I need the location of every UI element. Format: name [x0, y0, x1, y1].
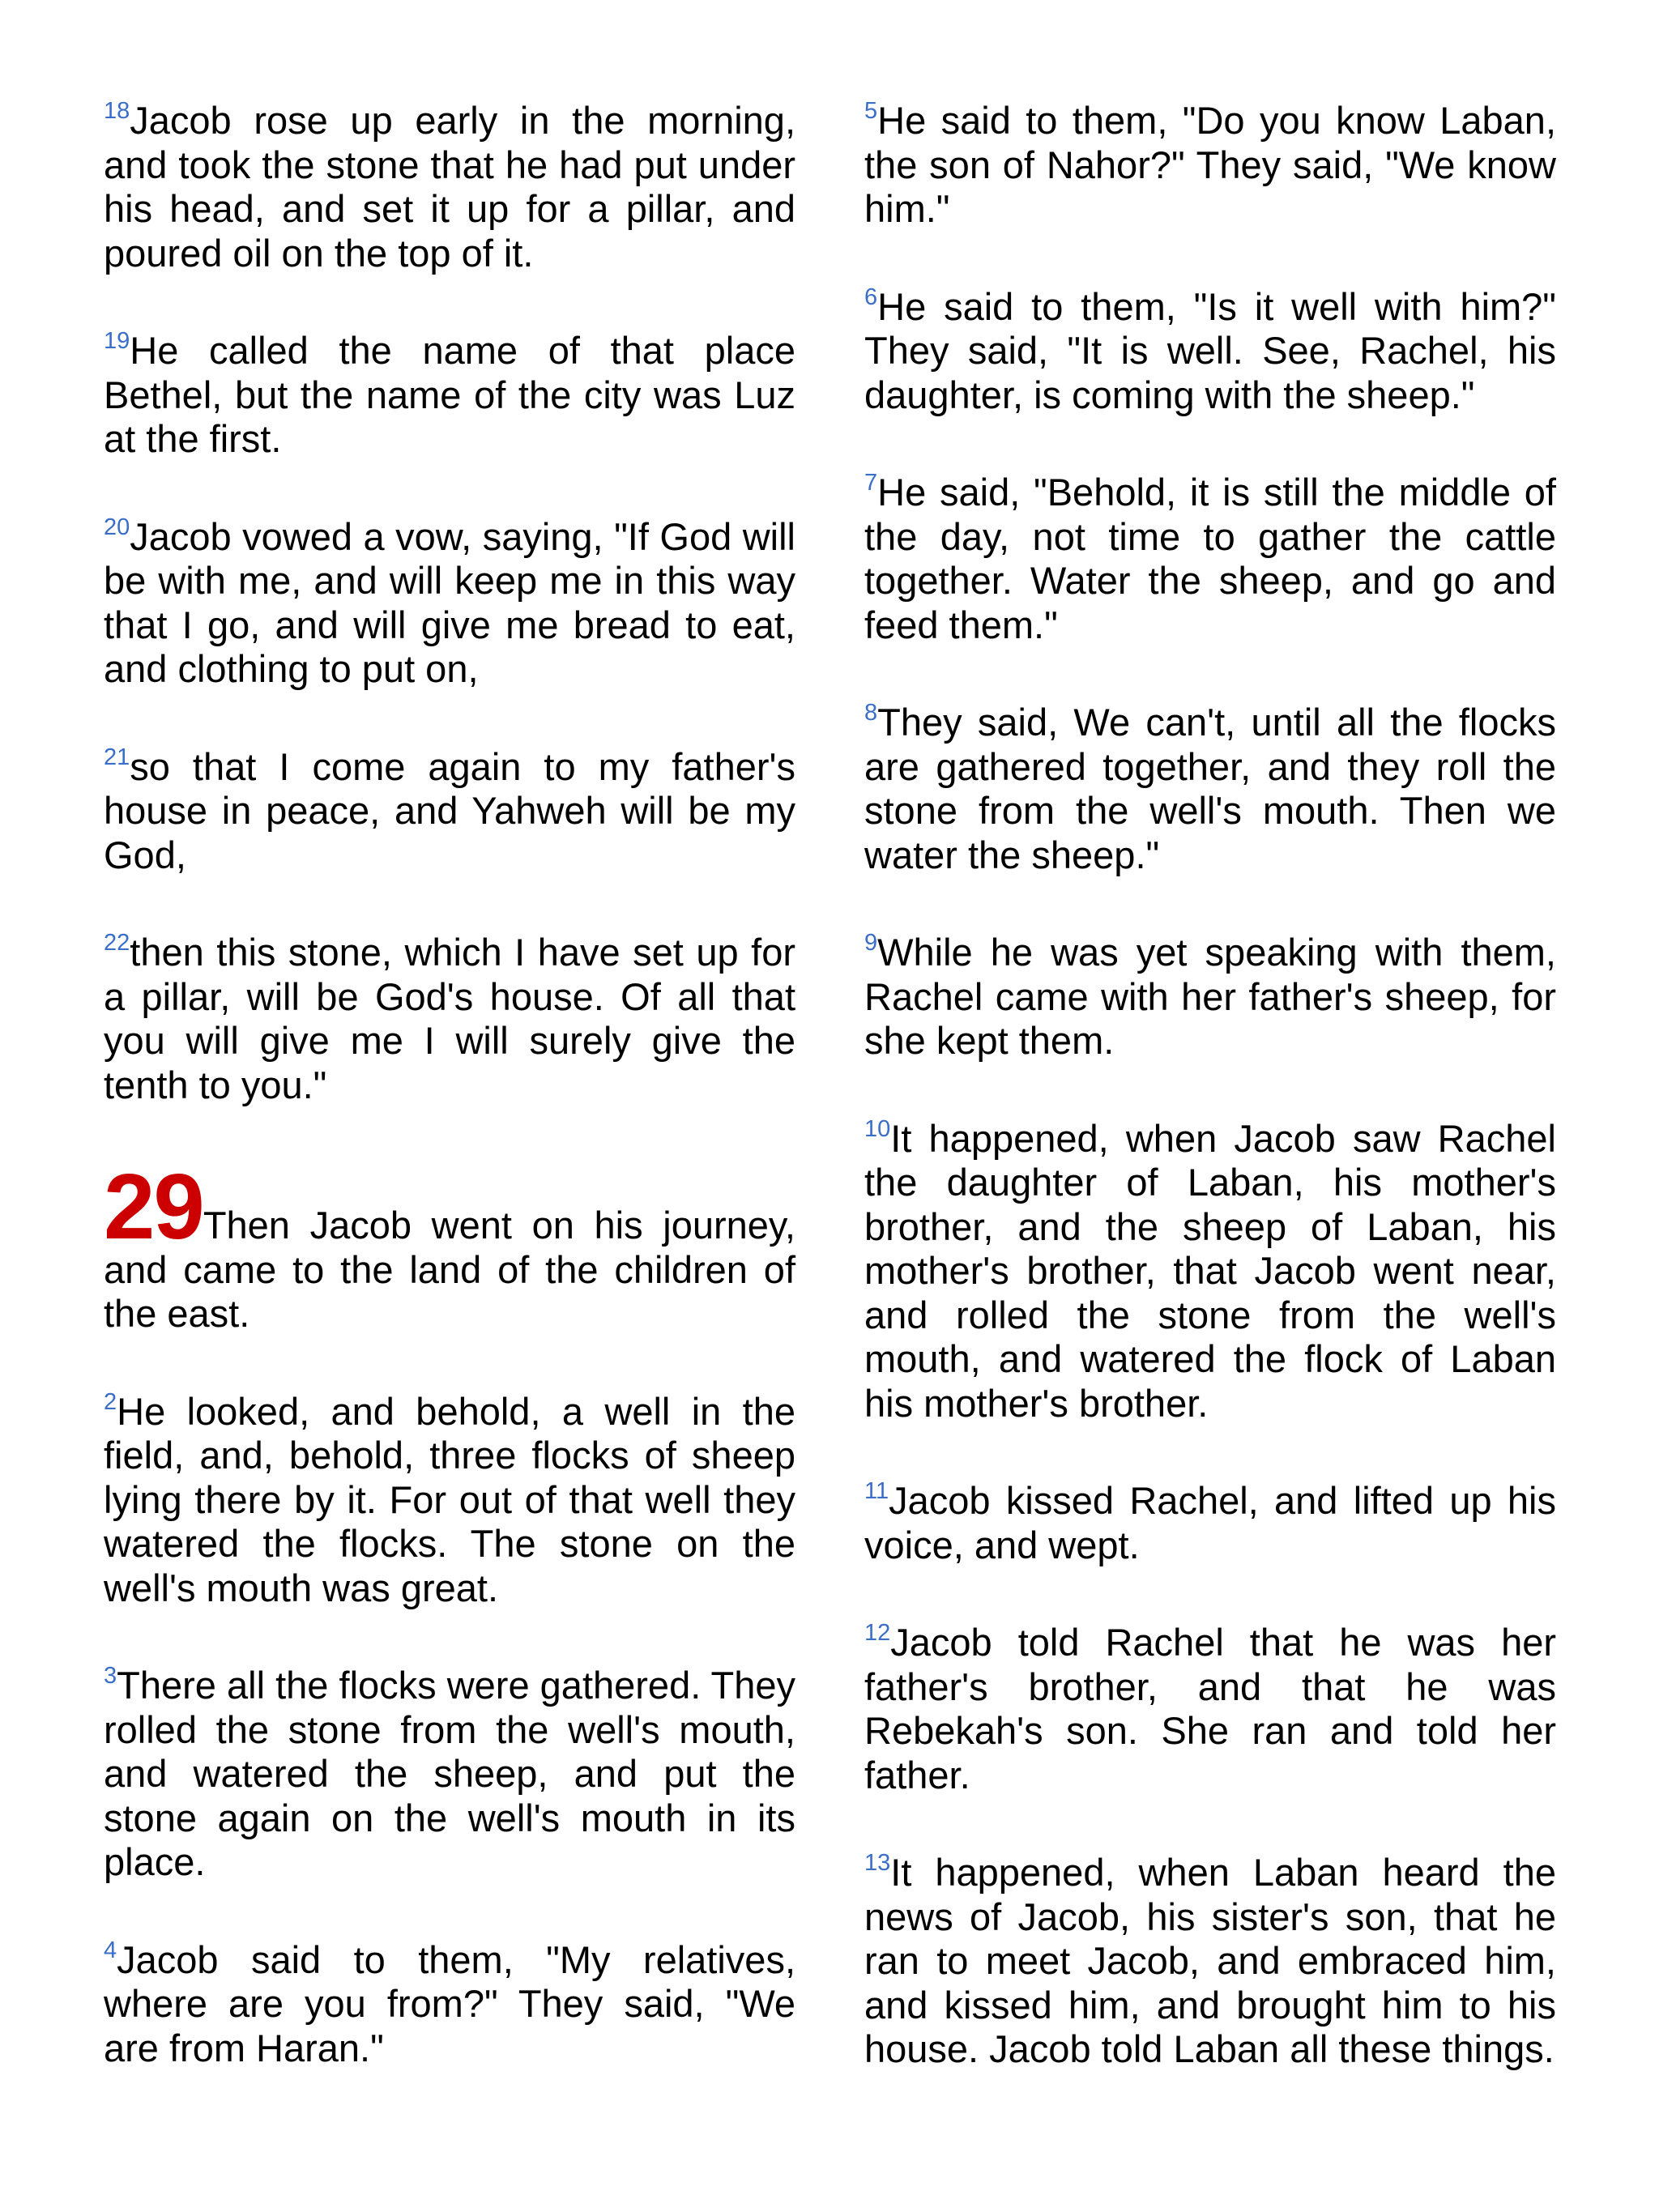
- verse-number: 4: [104, 1937, 117, 1963]
- chapter-number: 29: [104, 1156, 203, 1259]
- verse-text: He called the name of that place Bethel, but the name of the city was Luz at the first.: [104, 329, 795, 460]
- verse-number: 13: [864, 1850, 891, 1876]
- verse-text: They said, We can't, until all the flocks are gathered together, and they roll the stone from the well's mouth. Then we water the sheep.": [864, 701, 1556, 876]
- verse-text: He looked, and behold, a well in the field, and, behold, three flocks of sheep lying there by it. For out of that well they watered the flocks. The stone on the well's mouth was great.: [104, 1389, 795, 1609]
- verse-21: [104, 745, 795, 878]
- verse-text: It happened, when Laban heard the news of Jacob, his sister's son, that he ran to meet Jacob, and embraced him, and kissed him, and brought him to his house. Jacob told Laban all these things.: [864, 1851, 1556, 2070]
- verse-11: [864, 1479, 1556, 1567]
- verse-number: 12: [864, 1620, 891, 1646]
- verse-5: [864, 99, 1556, 232]
- left-column: [104, 99, 795, 2124]
- verse-13: [864, 1851, 1556, 2072]
- verse-10: [864, 1117, 1556, 1426]
- verse-6: [864, 285, 1556, 418]
- verse-text: Jacob rose up early in the morning, and took the stone that he had put under his head, and set it up for a pillar, and poured oil on the top of it.: [104, 99, 795, 275]
- verse-number: 3: [104, 1663, 117, 1689]
- verse-4: [104, 1938, 795, 2071]
- verse-text: Jacob told Rachel that he was her father's brother, and that he was Rebekah's son. She ran and told her father.: [864, 1621, 1556, 1796]
- verse-number: 19: [104, 328, 130, 354]
- verse-text: While he was yet speaking with them, Rachel came with her father's sheep, for she kept them.: [864, 931, 1556, 1062]
- verse-text: Jacob kissed Rachel, and lifted up his voice, and wept.: [864, 1479, 1556, 1566]
- verse-number: 11: [864, 1478, 889, 1504]
- verse-text: so that I come again to my father's house in peace, and Yahweh will be my God,: [104, 744, 795, 876]
- verse-number: 7: [864, 470, 878, 496]
- verse-22: [104, 931, 795, 1107]
- verse-text: Jacob vowed a vow, saying, "If God will be with me, and will keep me in this way that I go, and will give me bread to eat, and clothing to put on,: [104, 514, 795, 690]
- verse-7: [864, 471, 1556, 647]
- verse-number: 6: [864, 283, 878, 310]
- verse-9: [864, 931, 1556, 1063]
- chapter-opening: [104, 1156, 795, 1336]
- verse-number: 21: [104, 744, 130, 770]
- verse-number: 8: [864, 700, 878, 726]
- right-column: [864, 99, 1556, 2125]
- verse-text: He said to them, "Do you know Laban, the son of Nahor?" They said, "We know him.": [864, 99, 1556, 230]
- verse-number: 18: [104, 98, 130, 124]
- verse-18: [104, 99, 795, 275]
- verse-text: There all the flocks were gathered. They rolled the stone from the well's mouth, and watered the sheep, and put the stone again on the well's mouth in its place.: [104, 1664, 795, 1883]
- chapter-verse-text: Then Jacob went on his journey, and came to the land of the children of the east.: [104, 1204, 795, 1335]
- verse-20: [104, 515, 795, 692]
- verse-text: then this stone, which I have set up for a pillar, will be God's house. Of all that you will give me I will surely give the tenth to you.": [104, 931, 795, 1106]
- verse-number: 10: [864, 1115, 891, 1142]
- verse-number: 22: [104, 930, 130, 956]
- verse-text: Jacob said to them, "My relatives, where are you from?" They said, "We are from Haran.": [104, 1937, 795, 2069]
- verse-2: [104, 1390, 795, 1611]
- verse-text: It happened, when Jacob saw Rachel the daughter of Laban, his mother's brother, and the sheep of Laban, his mother's brother, that Jacob went near, and rolled the stone from the well's mouth, and watered the flock of Laban his mother's brother.: [864, 1116, 1556, 1425]
- verse-number: 9: [864, 930, 878, 956]
- verse-number: 2: [104, 1388, 117, 1415]
- verse-3: [104, 1664, 795, 1885]
- verse-text: He said, "Behold, it is still the middle of the day, not time to gather the cattle together. Water the sheep, and go and feed them.": [864, 471, 1556, 646]
- verse-19: [104, 329, 795, 462]
- verse-12: [864, 1621, 1556, 1797]
- verse-text: He said to them, "Is it well with him?" They said, "It is well. See, Rachel, his daughter, is coming with the sheep.": [864, 284, 1556, 416]
- verse-number: 20: [104, 514, 130, 540]
- verse-8: [864, 701, 1556, 877]
- verse-number: 5: [864, 98, 878, 124]
